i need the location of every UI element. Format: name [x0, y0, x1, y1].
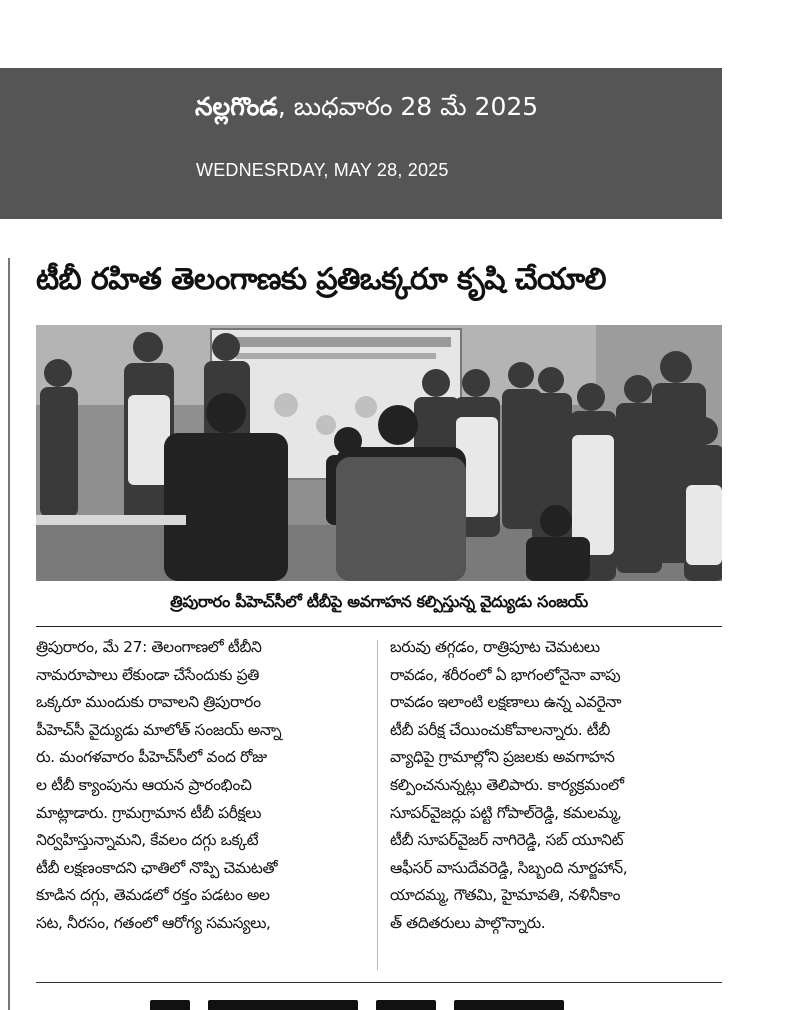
body-line: రావడం ఇలాంటి లక్షణాలు ఉన్న ఎవరైనా	[390, 693, 622, 712]
body-line: సూపర్‌వైజర్లు పట్టి గోపాల్‌రెడ్డి, కమలమ్మ,	[390, 803, 622, 822]
body-line: నిర్వహిస్తున్నామని, కేవలం దగ్గు ఒక్కటే	[36, 831, 259, 850]
place-name: నల్లగొండ	[195, 92, 278, 121]
next-article-headline-cropped	[150, 994, 600, 1010]
article-column-left	[36, 634, 372, 938]
body-line: రు. మంగళవారం పీహెచ్‌సీలో వంద రోజు	[36, 748, 267, 767]
body-line: ల టీబీ క్యాంపును ఆయన ప్రారంభించి	[36, 775, 252, 794]
column-divider	[377, 640, 378, 970]
column-rule	[8, 258, 10, 1010]
body-line: కూడిన దగ్గు, తెమడలో రక్తం పడటం అల	[36, 886, 270, 905]
body-line: ఒక్కరూ ముందుకు రావాలని త్రిపురారం	[36, 693, 261, 712]
article-end-rule	[36, 982, 722, 983]
body-line: టీబీ పరీక్ష చేయించుకోవాలన్నారు. టీబీ	[390, 720, 610, 739]
dateline-telugu	[195, 92, 538, 128]
body-line: నామరూపాలు లేకుండా చేసేందుకు ప్రతి	[36, 665, 259, 684]
photo-caption: త్రిపురారం పీహెచ్‌సీలో టీబీపై అవగాహన కల్పిస్తున్న వైద్యుడు సంజయ్	[170, 592, 588, 611]
date-telugu: , బుధవారం 28 మే 2025	[277, 92, 539, 121]
body-line: యాదమ్మ, గౌతమి, హైమావతి, నళినీకాం	[390, 886, 621, 905]
article-headline: టీబీ రహిత తెలంగాణకు ప్రతిఒక్కరూ కృషి చేయాలి	[36, 262, 606, 297]
body-line: కల్పించనున్నట్లు తెలిపారు. కార్యక్రమంలో	[390, 775, 624, 794]
body-line: సట, నీరసం, గతంలో ఆరోగ్య సమస్యలు,	[36, 913, 271, 932]
body-line: త్ తదితరులు పాల్గొన్నారు.	[390, 913, 546, 932]
body-line: పీహెచ్‌సీ వైద్యుడు మాలోత్ సంజయ్ అన్నా	[36, 720, 282, 739]
date-banner	[0, 68, 722, 219]
caption-divider	[36, 626, 722, 627]
dateline-english: WEDNESRDAY, MAY 28, 2025	[196, 160, 449, 180]
body-line: బరువు తగ్గడం, రాత్రిపూట చెమటలు	[390, 638, 600, 656]
body-line: త్రిపురారం, మే 27: తెలంగాణలో టీబీని	[36, 638, 262, 656]
body-line: మాట్లాడారు. గ్రామగ్రామాన టీబీ పరీక్షలు	[36, 803, 262, 822]
body-line: టీబీ సూపర్‌వైజర్ నాగిరెడ్డి, సబ్ యూనిట్	[390, 831, 624, 850]
body-line: వ్యాధిపై గ్రామాల్లోని ప్రజలకు అవగాహన	[390, 748, 615, 767]
body-line: రావడం, శరీరంలో ఏ భాగంలోనైనా వాపు	[390, 665, 621, 684]
body-line: ఆఫీసర్ వాసుదేవరెడ్డి, సిబ్బంది నూర్జహాన్,	[390, 858, 628, 877]
body-line: టీబీ లక్షణంకాదని ఛాతిలో నొప్పి చెమటతో	[36, 858, 278, 877]
article-column-right	[390, 634, 726, 938]
article-photo	[36, 325, 722, 581]
